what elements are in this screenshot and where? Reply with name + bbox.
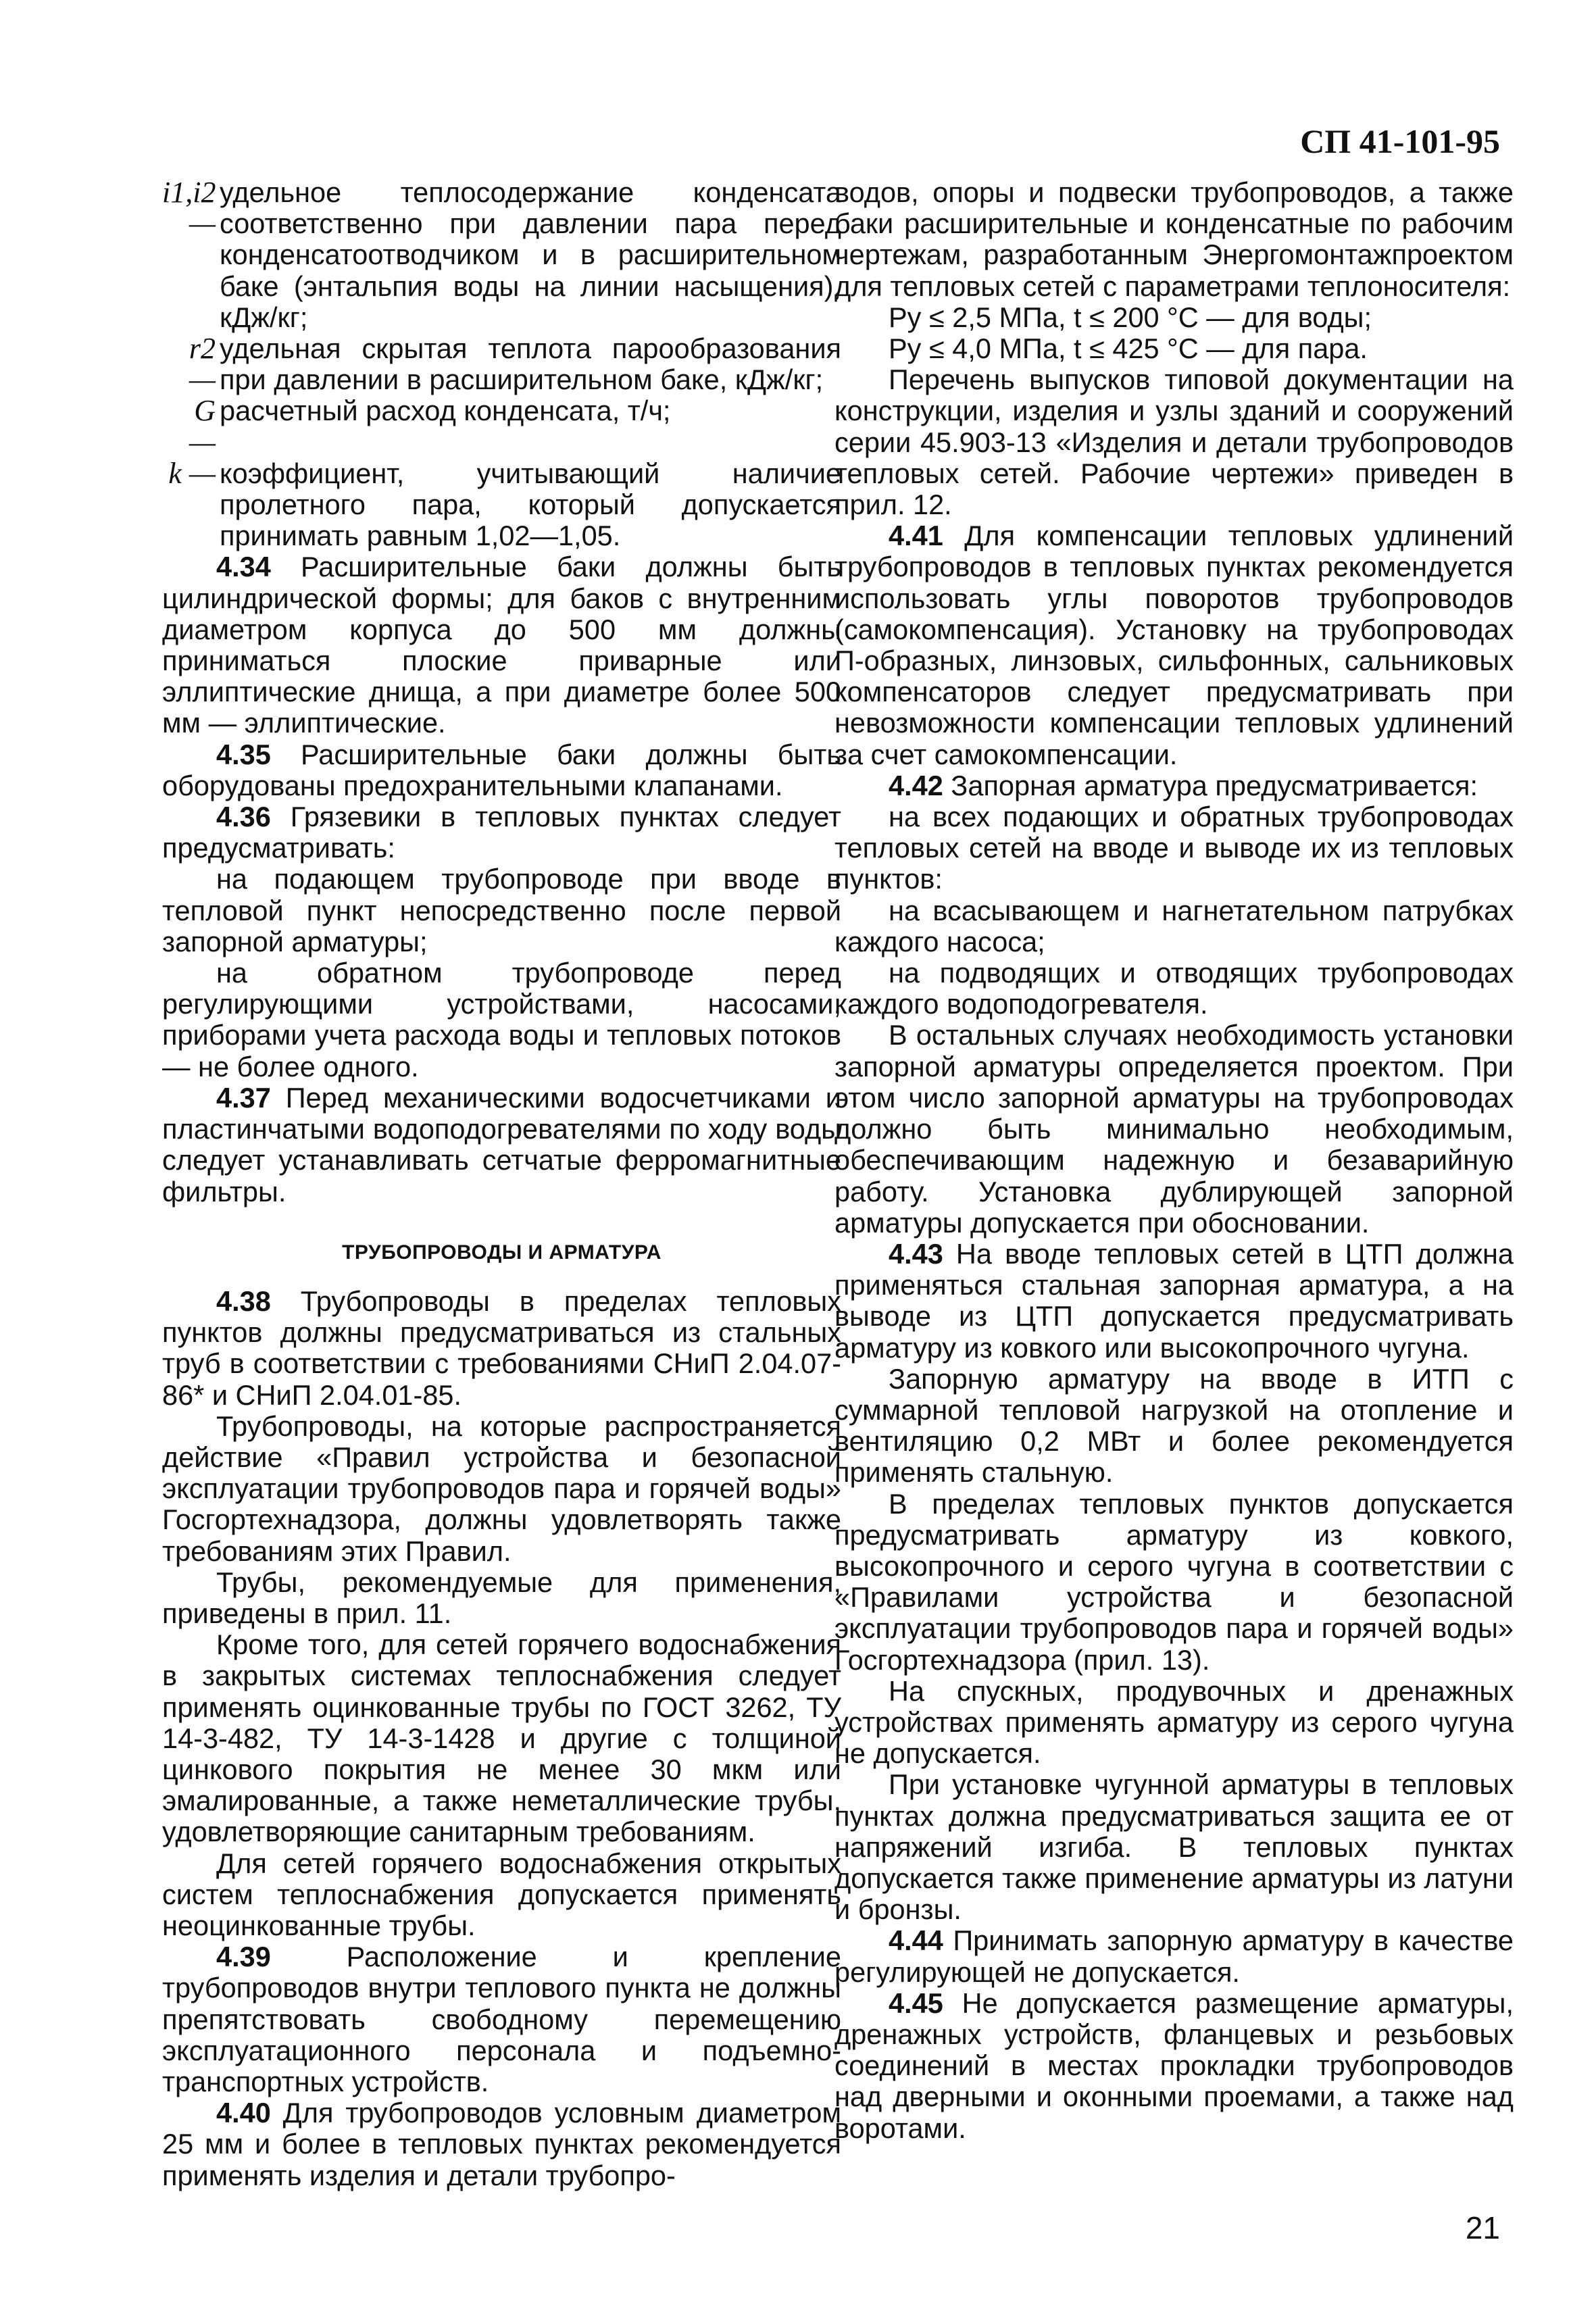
definition-symbol: i1,i2 — bbox=[162, 176, 216, 241]
clause-text: Расширительные баки должны быть цилиндрической формы; для баков с внутренним диаметром корпуса до 500 мм должны приниматься плоские приварные или эллиптические днища, а при диаметре более 500 мм — эллиптические. bbox=[162, 551, 841, 739]
clause-number: 4.43 bbox=[889, 1237, 943, 1270]
clause-number: 4.37 bbox=[216, 1081, 271, 1114]
right-column bbox=[834, 177, 1514, 2144]
page-number: 21 bbox=[1465, 2210, 1500, 2245]
definition-r2 bbox=[162, 333, 841, 395]
clause-4-40-paragraph-b: Перечень выпусков типовой документации на конструкции, изделия и узлы зданий и сооружений серии 45.903-13 «Изделия и детали трубопроводов тепловых сетей. Рабочие чертежи» приведен в прил. 12. bbox=[834, 364, 1514, 521]
clause-text: Для компенсации тепловых удлинений трубопроводов в тепловых пунктах рекомендуется использовать углы поворотов трубопроводов (самокомпенсация). Установку на трубопроводах П-образных, линзовых, сильфонных, сальниковых компенсаторов следует предусматривать при невозможности компенсации тепловых удлинений за счет самокомпенсации. bbox=[834, 520, 1514, 770]
clause-4-42-paragraph-d: В остальных случаях необходимость установки запорной арматуры определяется проектом. При этом число запорной арматуры на трубопроводах должно быть минимально необходимым, обеспечивающим надежную и безаварийную работу. Установка дублирующей запорной арматуры допускается при обосновании. bbox=[834, 1019, 1514, 1239]
clause-4-42 bbox=[834, 770, 1514, 801]
clause-number: 4.45 bbox=[889, 1987, 943, 2019]
clause-4-43-paragraph-e: При установке чугунной арматуры в тепловых пунктах должна предусматриваться защита ее от напряжений изгиба. В тепловых пунктах допускается также применение арматуры из латуни и бронзы. bbox=[834, 1768, 1514, 1926]
definition-symbol: G — bbox=[189, 394, 216, 459]
clause-4-38 bbox=[162, 1286, 841, 1411]
clause-number: 4.34 bbox=[216, 551, 271, 583]
clause-text: Запорная арматура предусматривается: bbox=[943, 769, 1478, 801]
clause-number: 4.44 bbox=[889, 1924, 943, 1957]
document-code-header: СП 41-101-95 bbox=[1300, 122, 1500, 160]
clause-number: 4.41 bbox=[889, 520, 943, 552]
clause-4-42-item-b: на всасывающем и нагнетательном патрубках каждого насоса; bbox=[834, 894, 1514, 957]
clause-text: Принимать запорную арматуру в качестве регулирующей не допускается. bbox=[834, 1924, 1514, 1988]
clause-4-37 bbox=[162, 1082, 841, 1208]
definition-text: удельная скрытая теплота парообразования при давлении в расширительном баке, кДж/кг; bbox=[220, 332, 841, 396]
definition-g bbox=[162, 395, 841, 457]
clause-4-44 bbox=[834, 1925, 1514, 1987]
clause-4-40 bbox=[162, 2097, 841, 2191]
definition-text: расчетный расход конденсата, т/ч; bbox=[220, 395, 671, 427]
clause-4-38-paragraph-c: Трубы, рекомендуемые для применения, приведены в прил. 11. bbox=[162, 1566, 841, 1629]
clause-number: 4.39 bbox=[216, 1941, 271, 1973]
definition-i1-i2 bbox=[162, 177, 841, 333]
clause-number: 4.38 bbox=[216, 1285, 271, 1317]
definition-k bbox=[162, 458, 841, 552]
clause-4-45 bbox=[834, 1988, 1514, 2144]
clause-text: Грязевики в тепловых пунктах следует предусматривать: bbox=[162, 801, 841, 864]
clause-text: На вводе тепловых сетей в ЦТП должна применяться стальная запорная арматура, а на выводе из ЦТП допускается предусматривать арматуру из ковкого или высокопрочного чугуна. bbox=[834, 1237, 1514, 1364]
clause-4-36-item-a: на подающем трубопроводе при вводе в тепловой пункт непосредственно после первой запорной арматуры; bbox=[162, 863, 841, 957]
clause-number: 4.36 bbox=[216, 801, 271, 833]
clause-4-36-item-b: на обратном трубопроводе перед регулирующими устройствами, насосами, приборами учета расхода воды и тепловых потоков — не более одного. bbox=[162, 957, 841, 1082]
clause-4-43 bbox=[834, 1239, 1514, 1364]
clause-4-40-continuation: водов, опоры и подвески трубопроводов, а также баки расширительные и конденсатные по рабочим чертежам, разработанным Энергомонтажпроектом для тепловых сетей с параметрами теплоносителя: bbox=[834, 176, 1514, 302]
clause-4-38-paragraph-b: Трубопроводы, на которые распространяется действие «Правил устройства и безопасной эксплуатации трубопроводов пара и горячей воды» Госгортехнадзора, должны удовлетворять также требованиям этих Правил. bbox=[162, 1410, 841, 1567]
clause-4-36 bbox=[162, 801, 841, 864]
clause-number: 4.35 bbox=[216, 738, 271, 770]
clause-number: 4.42 bbox=[889, 769, 943, 801]
clause-number: 4.40 bbox=[216, 2097, 271, 2129]
clause-4-43-paragraph-d: На спускных, продувочных и дренажных устройствах применять арматуру из серого чугуна не допускается. bbox=[834, 1674, 1514, 1770]
clause-text: Трубопроводы в пределах тепловых пунктов должны предусматриваться из стальных труб в соответствии с требованиями СНиП 2.04.07-86* и СНиП 2.04.01-85. bbox=[162, 1285, 841, 1411]
definition-text: коэффициент, учитывающий наличие пролетного пара, который допускается принимать равным 1,02—1,05. bbox=[220, 457, 841, 552]
clause-text: Не допускается размещение арматуры, дренажных устройств, фланцевых и резьбовых соединений в местах прокладки трубопроводов над дверными и оконными проемами, а также над воротами. bbox=[834, 1987, 1514, 2144]
clause-text: Расширительные баки должны быть оборудованы предохранительными клапанами. bbox=[162, 738, 841, 801]
clause-4-34 bbox=[162, 551, 841, 739]
clause-4-39 bbox=[162, 1941, 841, 2097]
clause-text: Перед механическими водосчетчиками и пластинчатыми водоподогревателями по ходу воды следует устанавливать сетчатые ферромагнитные фильтры. bbox=[162, 1081, 841, 1208]
clause-4-43-paragraph-c: В пределах тепловых пунктов допускается предусматривать арматуру из ковкого, высокопрочного и серого чугуна в соответствии с «Правилами устройства и безопасной эксплуатации трубопроводов пара и горячей воды» Госгортехнадзора (прил. 13). bbox=[834, 1487, 1514, 1676]
clause-4-42-item-a: на всех подающих и обратных трубопроводах тепловых сетей на вводе и выводе их из тепловых пунктов: bbox=[834, 801, 1514, 895]
clause-text: Для трубопроводов условным диаметром 25 мм и более в тепловых пунктах рекомендуется применять изделия и детали трубопро- bbox=[162, 2097, 841, 2191]
clause-4-38-paragraph-d: Кроме того, для сетей горячего водоснабжения в закрытых системах теплоснабжения следует применять оцинкованные трубы по ГОСТ 3262, ТУ 14-3-482, ТУ 14-3-1428 и другие с толщиной цинкового покрытия не менее 30 мкм или эмалированные, а также неметаллические трубы, удовлетворяющие санитарным требованиям. bbox=[162, 1628, 841, 1848]
clause-4-41 bbox=[834, 520, 1514, 770]
definition-text: удельное теплосодержание конденсата соответственно при давлении пара перед конденсатоотводчиком и в расширительном баке (энтальпия воды на линии насыщения), кДж/кг; bbox=[220, 176, 841, 333]
formula-steam: Py ≤ 4,0 МПа, t ≤ 425 °С — для пара. bbox=[889, 332, 1368, 365]
clause-4-38-paragraph-e: Для сетей горячего водоснабжения открытых систем теплоснабжения допускается применять неоцинкованные трубы. bbox=[162, 1847, 841, 1941]
clause-4-42-item-c: на подводящих и отводящих трубопроводах каждого водоподогревателя. bbox=[834, 957, 1514, 1020]
clause-4-43-paragraph-b: Запорную арматуру на вводе в ИТП с суммарной тепловой нагрузкой на отопление и вентиляцию 0,2 МВт и более рекомендуется применять стальную. bbox=[834, 1362, 1514, 1489]
definition-symbol: k — bbox=[168, 456, 216, 490]
clause-4-35 bbox=[162, 739, 841, 801]
definition-symbol: r2 — bbox=[189, 332, 216, 397]
clause-text: Расположение и крепление трубопроводов внутри теплового пункта не должны препятствовать свободному перемещению эксплуатационного персонала и подъемно-транспортных устройств. bbox=[162, 1941, 841, 2097]
section-heading: ТРУБОПРОВОДЫ И АРМАТУРА bbox=[342, 1241, 662, 1264]
left-column bbox=[162, 177, 841, 2191]
formula-water: Py ≤ 2,5 МПа, t ≤ 200 °С — для воды; bbox=[889, 301, 1372, 333]
